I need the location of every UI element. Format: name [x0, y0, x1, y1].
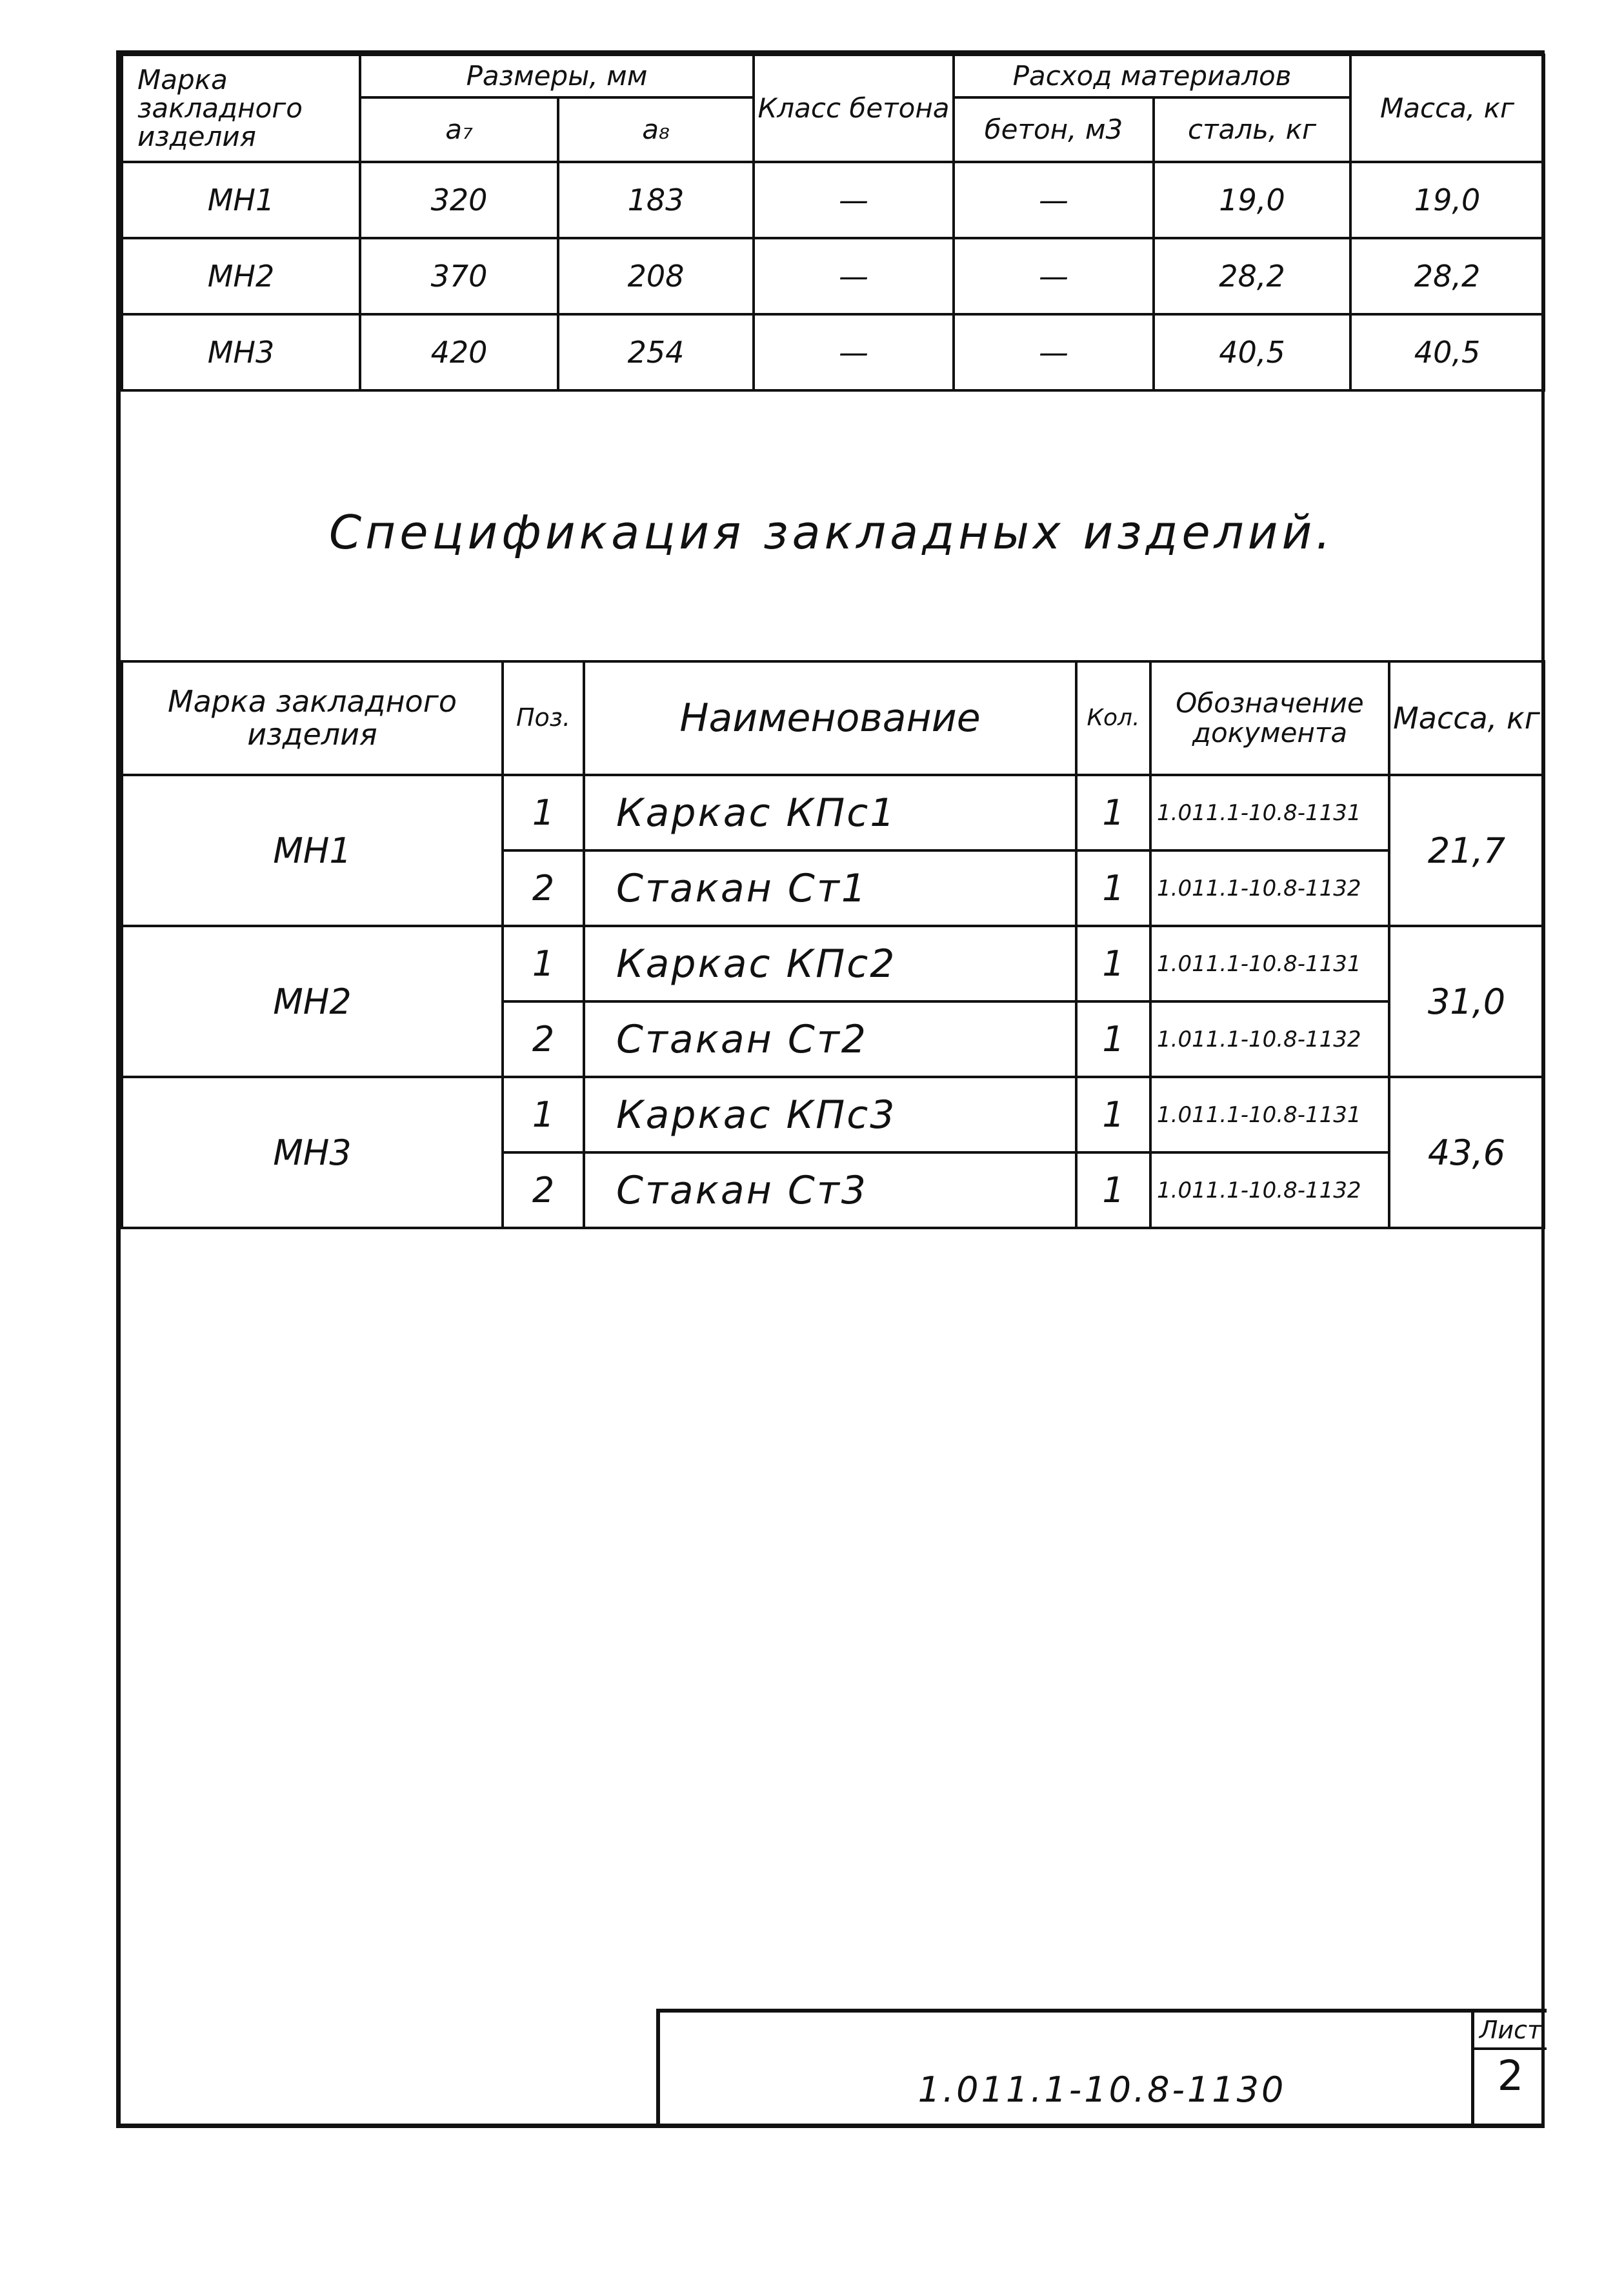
pos-cell: 1	[503, 1077, 584, 1152]
pos-cell: 2	[503, 1001, 584, 1077]
mark-cell: МН2	[122, 238, 360, 314]
document-code: 1.011.1-10.8-1130	[917, 2069, 1287, 2110]
header-pos: Поз.	[503, 661, 584, 775]
header-a8: a₈	[558, 97, 754, 162]
header-qty: Кол.	[1076, 661, 1150, 775]
a8-cell: 254	[558, 314, 754, 390]
name-cell: Каркас КПс3	[584, 1077, 1076, 1152]
header-mark: Марка закладного изделия	[122, 55, 360, 162]
doc-cell: 1.011.1-10.8-1132	[1150, 1001, 1389, 1077]
qty-cell: 1	[1076, 850, 1150, 926]
header-concrete-class: Класс бетона	[754, 55, 954, 162]
doc-cell: 1.011.1-10.8-1131	[1150, 926, 1389, 1001]
mass-cell: 21,7	[1389, 775, 1544, 926]
qty-cell: 1	[1076, 775, 1150, 850]
header-doc: Обозначение документа	[1150, 661, 1389, 775]
sheet-label: Лист	[1474, 2013, 1547, 2050]
pos-cell: 1	[503, 926, 584, 1001]
steel-cell: 19,0	[1154, 162, 1350, 238]
concrete-cell: —	[954, 162, 1154, 238]
mark-cell: МН3	[122, 314, 360, 390]
name-cell: Стакан Ст2	[584, 1001, 1076, 1077]
qty-cell: 1	[1076, 1077, 1150, 1152]
specification-table	[121, 660, 1545, 1229]
doc-cell: 1.011.1-10.8-1131	[1150, 1077, 1389, 1152]
mark-cell: МН1	[122, 775, 503, 926]
header-steel: сталь, кг	[1154, 97, 1350, 162]
mass-cell: 40,5	[1350, 314, 1544, 390]
class-cell: —	[754, 314, 954, 390]
name-cell: Каркас КПс1	[584, 775, 1076, 850]
concrete-cell: —	[954, 238, 1154, 314]
a7-cell: 420	[360, 314, 558, 390]
mark-cell: МН1	[122, 162, 360, 238]
mass-cell: 31,0	[1389, 926, 1544, 1077]
sheet-box	[1471, 2013, 1547, 2127]
mass-cell: 43,6	[1389, 1077, 1544, 1228]
pos-cell: 1	[503, 775, 584, 850]
a8-cell: 183	[558, 162, 754, 238]
name-cell: Стакан Ст1	[584, 850, 1076, 926]
doc-cell: 1.011.1-10.8-1132	[1150, 850, 1389, 926]
header-concrete: бетон, м3	[954, 97, 1154, 162]
steel-cell: 40,5	[1154, 314, 1350, 390]
header-mark: Марка закладного изделия	[122, 661, 503, 775]
pos-cell: 2	[503, 1152, 584, 1228]
table-row	[122, 314, 1544, 390]
section-title: Спецификация закладных изделий.	[328, 505, 1335, 559]
drawing-sheet	[116, 50, 1545, 2128]
qty-cell: 1	[1076, 1152, 1150, 1228]
pos-cell: 2	[503, 850, 584, 926]
header-a7: a₇	[360, 97, 558, 162]
header-materials: Расход материалов	[954, 55, 1350, 97]
table-row	[122, 775, 1544, 850]
mark-cell: МН2	[122, 926, 503, 1077]
concrete-cell: —	[954, 314, 1154, 390]
title-block	[656, 2009, 1547, 2127]
table-row	[122, 238, 1544, 314]
mass-cell: 28,2	[1350, 238, 1544, 314]
header-mass: Масса, кг	[1389, 661, 1544, 775]
header-name: Наименование	[584, 661, 1076, 775]
qty-cell: 1	[1076, 1001, 1150, 1077]
sheet-number: 2	[1497, 2053, 1524, 2100]
mass-cell: 19,0	[1350, 162, 1544, 238]
class-cell: —	[754, 162, 954, 238]
steel-cell: 28,2	[1154, 238, 1350, 314]
qty-cell: 1	[1076, 926, 1150, 1001]
a7-cell: 370	[360, 238, 558, 314]
table-row	[122, 926, 1544, 1001]
mark-cell: МН3	[122, 1077, 503, 1228]
name-cell: Каркас КПс2	[584, 926, 1076, 1001]
a8-cell: 208	[558, 238, 754, 314]
table-row	[122, 1077, 1544, 1152]
header-sizes: Размеры, мм	[360, 55, 754, 97]
header-mass: Масса, кг	[1350, 55, 1544, 162]
a7-cell: 320	[360, 162, 558, 238]
table-row	[122, 162, 1544, 238]
class-cell: —	[754, 238, 954, 314]
dimensions-table	[121, 54, 1545, 392]
doc-cell: 1.011.1-10.8-1132	[1150, 1152, 1389, 1228]
name-cell: Стакан Ст3	[584, 1152, 1076, 1228]
doc-cell: 1.011.1-10.8-1131	[1150, 775, 1389, 850]
